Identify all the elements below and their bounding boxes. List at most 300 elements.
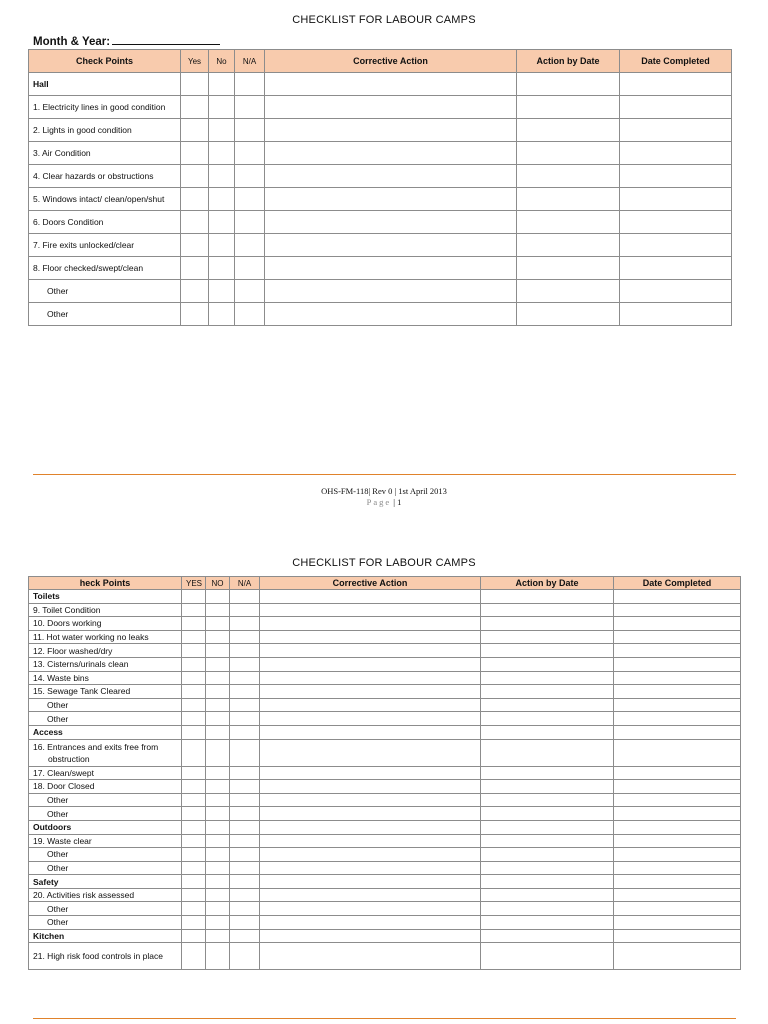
cell-na[interactable] [235,303,265,326]
cell-corrective-action[interactable] [260,739,481,766]
check-point-item [29,257,181,280]
cell-yes[interactable] [182,916,206,930]
cell-corrective-action[interactable] [265,73,517,96]
cell-na[interactable] [230,929,260,943]
cell-yes[interactable] [181,188,209,211]
cell-action-by-date[interactable] [481,807,614,821]
cell-action-by-date[interactable] [481,617,614,631]
cell-action-by-date[interactable] [481,644,614,658]
cell-na[interactable] [230,875,260,889]
table-row [29,303,732,326]
cell-no[interactable] [206,929,230,943]
table-row [29,165,732,188]
cell-yes[interactable] [182,739,206,766]
cell-no[interactable] [206,848,230,862]
cell-corrective-action[interactable] [260,698,481,712]
check-point-item [29,142,181,165]
cell-action-by-date[interactable] [481,698,614,712]
cell-date-completed[interactable] [620,303,732,326]
cell-na[interactable] [230,617,260,631]
cell-action-by-date[interactable] [517,96,620,119]
cell-date-completed[interactable] [614,929,741,943]
cell-action-by-date[interactable] [517,165,620,188]
month-year-field [33,33,220,48]
cell-yes[interactable] [182,685,206,699]
check-point-label: 5. Windows intact/ clean/open/shut [33,194,165,204]
cell-date-completed[interactable] [620,280,732,303]
table-row [29,712,741,726]
cell-date-completed[interactable] [614,685,741,699]
cell-yes[interactable] [181,234,209,257]
cell-na[interactable] [230,657,260,671]
table-row [29,142,732,165]
cell-na[interactable] [230,603,260,617]
cell-date-completed[interactable] [614,617,741,631]
check-point-item [29,234,181,257]
cell-action-by-date[interactable] [481,875,614,889]
cell-na[interactable] [230,943,260,970]
cell-date-completed[interactable] [614,739,741,766]
cell-action-by-date[interactable] [517,303,620,326]
cell-action-by-date[interactable] [481,793,614,807]
cell-no[interactable] [209,96,235,119]
cell-na[interactable] [230,861,260,875]
cell-na[interactable] [230,902,260,916]
table-row [29,73,732,96]
cell-na[interactable] [230,848,260,862]
cell-yes[interactable] [182,630,206,644]
cell-action-by-date[interactable] [481,820,614,834]
cell-corrective-action[interactable] [260,657,481,671]
table-row [29,96,732,119]
cell-action-by-date[interactable] [481,603,614,617]
check-point-item: 15. Sewage Tank Cleared [29,685,182,699]
cell-yes[interactable] [182,875,206,889]
header-no: No [209,50,235,73]
cell-date-completed[interactable] [614,820,741,834]
check-point-item: 10. Doors working [29,617,182,631]
cell-corrective-action[interactable] [260,916,481,930]
cell-corrective-action[interactable] [260,671,481,685]
cell-no[interactable] [209,257,235,280]
cell-action-by-date[interactable] [481,685,614,699]
cell-yes[interactable] [182,888,206,902]
cell-no[interactable] [209,142,235,165]
cell-na[interactable] [230,807,260,821]
header-corrective-action: Corrective Action [265,50,517,73]
cell-yes[interactable] [182,807,206,821]
cell-corrective-action[interactable] [265,142,517,165]
cell-yes[interactable] [182,725,206,739]
cell-corrective-action[interactable] [260,848,481,862]
cell-corrective-action[interactable] [260,712,481,726]
cell-yes[interactable] [182,712,206,726]
cell-no[interactable] [206,725,230,739]
cell-yes[interactable] [182,657,206,671]
cell-yes[interactable] [181,142,209,165]
cell-yes[interactable] [182,943,206,970]
cell-corrective-action[interactable] [260,603,481,617]
cell-date-completed[interactable] [620,234,732,257]
check-point-item: 12. Floor washed/dry [29,644,182,658]
check-point-item: 18. Door Closed [29,780,182,794]
cell-action-by-date[interactable] [481,888,614,902]
cell-date-completed[interactable] [614,712,741,726]
cell-no[interactable] [206,875,230,889]
cell-date-completed[interactable] [614,875,741,889]
cell-na[interactable] [235,165,265,188]
cell-yes[interactable] [182,780,206,794]
cell-action-by-date[interactable] [517,257,620,280]
cell-date-completed[interactable] [614,657,741,671]
section-heading: Toilets [29,590,182,604]
cell-corrective-action[interactable] [260,929,481,943]
header-yes: YES [182,577,206,590]
table-row [29,902,741,916]
check-point-item [29,211,181,234]
cell-no[interactable] [206,698,230,712]
cell-action-by-date[interactable] [517,280,620,303]
cell-corrective-action[interactable] [260,888,481,902]
cell-action-by-date[interactable] [481,630,614,644]
cell-action-by-date[interactable] [481,739,614,766]
cell-corrective-action[interactable] [260,617,481,631]
cell-corrective-action[interactable] [260,766,481,780]
cell-no[interactable] [206,820,230,834]
hall-checklist-table [28,49,732,326]
section-hall: Hall [29,73,181,96]
check-point-item: Other [29,303,181,326]
table-row [29,685,741,699]
check-point-item: 14. Waste bins [29,671,182,685]
check-point-item [29,943,182,970]
cell-action-by-date[interactable] [481,929,614,943]
check-point-label: 1. Electricity lines in good condition [33,102,166,112]
cell-na[interactable] [230,685,260,699]
cell-corrective-action[interactable] [265,165,517,188]
cell-corrective-action[interactable] [260,902,481,916]
cell-no[interactable] [206,671,230,685]
check-point-item: 9. Toilet Condition [29,603,182,617]
cell-na[interactable] [230,698,260,712]
cell-action-by-date[interactable] [481,943,614,970]
cell-corrective-action[interactable] [265,96,517,119]
cell-corrective-action[interactable] [265,303,517,326]
cell-na[interactable] [230,793,260,807]
cell-action-by-date[interactable] [481,780,614,794]
cell-no[interactable] [206,739,230,766]
header-yes: Yes [181,50,209,73]
cell-yes[interactable] [182,902,206,916]
table-row [29,739,741,766]
footer-divider [33,474,736,475]
check-point-item: 13. Cisterns/urinals clean [29,657,182,671]
table-header-row [29,50,732,73]
cell-corrective-action[interactable] [260,807,481,821]
cell-action-by-date[interactable] [481,766,614,780]
table-row [29,617,741,631]
check-point-label: 4. Clear hazards or obstructions [33,171,154,181]
check-point-item: Other [29,916,182,930]
check-point-item: Other [29,712,182,726]
table-row [29,188,732,211]
cell-date-completed[interactable] [620,119,732,142]
check-point-item: Other [29,698,182,712]
cell-yes[interactable] [182,603,206,617]
cell-na[interactable] [235,119,265,142]
cell-no[interactable] [209,211,235,234]
cell-corrective-action[interactable] [265,257,517,280]
cell-no[interactable] [206,657,230,671]
cell-date-completed[interactable] [614,725,741,739]
check-point-item: Other [29,848,182,862]
table-row [29,766,741,780]
cell-no[interactable] [206,590,230,604]
cell-no[interactable] [206,780,230,794]
cell-yes[interactable] [182,617,206,631]
footer-page-number [0,497,768,507]
cell-no[interactable] [206,712,230,726]
cell-date-completed[interactable] [614,644,741,658]
cell-na[interactable] [235,188,265,211]
cell-action-by-date[interactable] [517,119,620,142]
table-row [29,603,741,617]
cell-no[interactable] [209,73,235,96]
table-row [29,848,741,862]
section-heading: Access [29,725,182,739]
cell-date-completed[interactable] [620,73,732,96]
cell-na[interactable] [230,671,260,685]
header-date-completed: Date Completed [614,577,741,590]
cell-date-completed[interactable] [614,834,741,848]
cell-corrective-action[interactable] [265,234,517,257]
cell-no[interactable] [209,280,235,303]
cell-no[interactable] [206,617,230,631]
cell-date-completed[interactable] [614,698,741,712]
table-row [29,590,741,604]
cell-na[interactable] [230,725,260,739]
facilities-checklist-table [28,576,741,970]
cell-date-completed[interactable] [620,188,732,211]
check-point-label: 6. Doors Condition [33,217,104,227]
cell-yes[interactable] [182,861,206,875]
cell-date-completed[interactable] [614,780,741,794]
cell-yes[interactable] [182,644,206,658]
table-row [29,234,732,257]
cell-corrective-action[interactable] [260,793,481,807]
cell-yes[interactable] [181,119,209,142]
cell-yes[interactable] [182,929,206,943]
cell-no[interactable] [206,685,230,699]
cell-no[interactable] [206,943,230,970]
cell-action-by-date[interactable] [517,142,620,165]
table-row [29,119,732,142]
cell-na[interactable] [235,142,265,165]
cell-no[interactable] [209,119,235,142]
cell-corrective-action[interactable] [260,943,481,970]
cell-date-completed[interactable] [614,603,741,617]
cell-action-by-date[interactable] [481,657,614,671]
cell-yes[interactable] [182,793,206,807]
month-year-blank-line[interactable] [112,33,220,45]
cell-no[interactable] [206,630,230,644]
check-point-item: Other [29,861,182,875]
check-point-item: 19. Waste clear [29,834,182,848]
cell-yes[interactable] [182,820,206,834]
cell-no[interactable] [209,303,235,326]
cell-na[interactable] [230,739,260,766]
cell-yes[interactable] [181,303,209,326]
check-point-item [29,96,181,119]
cell-date-completed[interactable] [614,888,741,902]
cell-no[interactable] [206,807,230,821]
cell-corrective-action[interactable] [260,875,481,889]
cell-action-by-date[interactable] [517,73,620,96]
cell-na[interactable] [235,211,265,234]
cell-corrective-action[interactable] [260,590,481,604]
table-row [29,916,741,930]
cell-na[interactable] [230,888,260,902]
cell-yes[interactable] [182,848,206,862]
header-no: NO [206,577,230,590]
cell-na[interactable] [235,234,265,257]
cell-na[interactable] [230,834,260,848]
cell-corrective-action[interactable] [260,820,481,834]
cell-yes[interactable] [181,211,209,234]
cell-date-completed[interactable] [614,766,741,780]
footer-divider [33,1018,736,1019]
table-row [29,888,741,902]
table-row [29,657,741,671]
cell-no[interactable] [206,644,230,658]
cell-no[interactable] [206,766,230,780]
cell-no[interactable] [206,603,230,617]
cell-no[interactable] [209,188,235,211]
cell-date-completed[interactable] [614,671,741,685]
cell-yes[interactable] [181,73,209,96]
cell-corrective-action[interactable] [260,644,481,658]
cell-date-completed[interactable] [620,257,732,280]
cell-yes[interactable] [181,96,209,119]
header-check-points: Check Points [29,50,181,73]
check-point-item [29,119,181,142]
cell-action-by-date[interactable] [481,834,614,848]
cell-action-by-date[interactable] [481,590,614,604]
cell-no[interactable] [206,888,230,902]
cell-date-completed[interactable] [614,916,741,930]
cell-yes[interactable] [182,698,206,712]
cell-no[interactable] [206,902,230,916]
cell-no[interactable] [206,793,230,807]
cell-corrective-action[interactable] [260,725,481,739]
cell-no[interactable] [209,234,235,257]
check-point-label: 7. Fire exits unlocked/clear [33,240,135,250]
cell-date-completed[interactable] [620,142,732,165]
cell-date-completed[interactable] [620,211,732,234]
header-action-by-date: Action by Date [517,50,620,73]
table-row [29,211,732,234]
month-year-label: Month & Year: [33,36,111,48]
table-row [29,671,741,685]
cell-action-by-date[interactable] [481,861,614,875]
cell-na[interactable] [230,590,260,604]
cell-na[interactable] [235,280,265,303]
cell-date-completed[interactable] [614,861,741,875]
cell-na[interactable] [230,630,260,644]
cell-action-by-date[interactable] [481,725,614,739]
cell-na[interactable] [230,820,260,834]
cell-date-completed[interactable] [620,96,732,119]
cell-corrective-action[interactable] [260,861,481,875]
check-point-label: 2. Lights in good condition [33,125,132,135]
cell-no[interactable] [206,916,230,930]
check-point-item: Other [29,280,181,303]
cell-action-by-date[interactable] [481,916,614,930]
cell-corrective-action[interactable] [265,119,517,142]
cell-na[interactable] [230,916,260,930]
cell-no[interactable] [206,834,230,848]
cell-corrective-action[interactable] [265,280,517,303]
cell-yes[interactable] [182,766,206,780]
cell-date-completed[interactable] [614,807,741,821]
cell-na[interactable] [230,780,260,794]
cell-date-completed[interactable] [614,793,741,807]
cell-yes[interactable] [181,257,209,280]
check-point-item [29,165,181,188]
cell-na[interactable] [235,257,265,280]
check-point-item: Other [29,793,182,807]
cell-na[interactable] [235,73,265,96]
cell-action-by-date[interactable] [481,848,614,862]
cell-yes[interactable] [182,671,206,685]
cell-corrective-action[interactable] [260,834,481,848]
cell-date-completed[interactable] [620,165,732,188]
cell-action-by-date[interactable] [481,671,614,685]
cell-yes[interactable] [181,165,209,188]
cell-action-by-date[interactable] [517,188,620,211]
cell-corrective-action[interactable] [260,780,481,794]
cell-yes[interactable] [182,834,206,848]
cell-na[interactable] [230,644,260,658]
cell-na[interactable] [230,712,260,726]
cell-no[interactable] [209,165,235,188]
table-row [29,820,741,834]
check-point-label: 21. High risk food controls in place [33,951,163,962]
checklist-title-page2: CHECKLIST FOR LABOUR CAMPS [292,557,476,569]
header-action-by-date: Action by Date [481,577,614,590]
cell-corrective-action[interactable] [265,211,517,234]
cell-corrective-action[interactable] [260,630,481,644]
cell-na[interactable] [230,766,260,780]
cell-date-completed[interactable] [614,590,741,604]
cell-corrective-action[interactable] [260,685,481,699]
cell-action-by-date[interactable] [517,234,620,257]
cell-date-completed[interactable] [614,902,741,916]
cell-action-by-date[interactable] [481,712,614,726]
cell-yes[interactable] [181,280,209,303]
check-point-label: 3. Air Condition [33,148,91,158]
cell-date-completed[interactable] [614,943,741,970]
cell-yes[interactable] [182,590,206,604]
header-date-completed: Date Completed [620,50,732,73]
cell-action-by-date[interactable] [517,211,620,234]
cell-action-by-date[interactable] [481,902,614,916]
cell-na[interactable] [235,96,265,119]
cell-corrective-action[interactable] [265,188,517,211]
cell-no[interactable] [206,861,230,875]
cell-date-completed[interactable] [614,630,741,644]
cell-date-completed[interactable] [614,848,741,862]
